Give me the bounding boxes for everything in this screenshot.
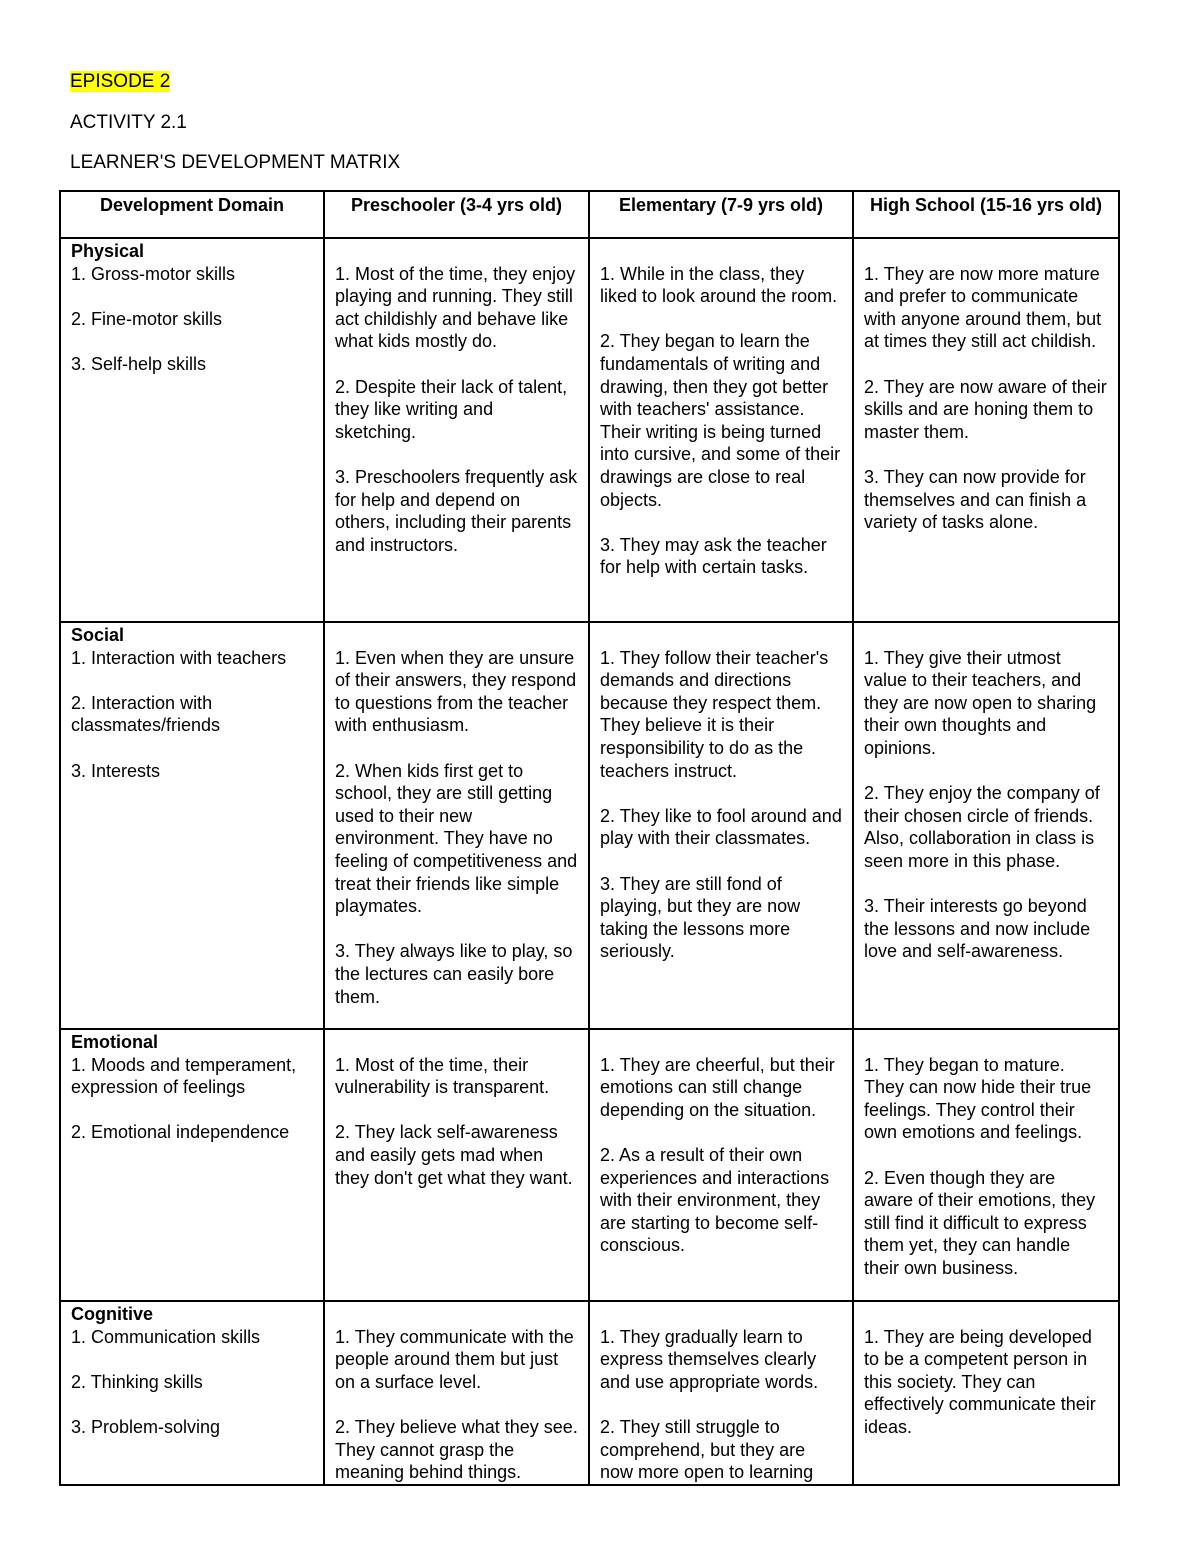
domain-name: Social [71,625,125,645]
preschooler-cell [324,238,589,622]
activity-heading: ACTIVITY 2.1 [70,112,187,133]
elementary-cell [589,1301,853,1485]
high-school-cell [853,622,1119,1029]
high-school-text: 1. They give their utmost value to their teachers, and they are now open to sharing their own thoughts and opinions. 2. They enjoy the company of their chosen circle of friends. Also, collaboration in class is seen more in this phase. 3. Their interests go beyond the lessons and now include love and self-awareness. [864,647,1100,962]
column-header-preschooler: Preschooler (3-4 yrs old) [324,191,589,238]
domain-cell [60,238,324,622]
high-school-cell [853,238,1119,622]
episode-heading [70,71,170,93]
column-header-high-school: High School (15-16 yrs old) [853,191,1119,238]
table-row-social [60,622,1119,1029]
table-row-physical [60,238,1119,622]
elementary-text: 1. They are cheerful, but their emotions can still change depending on the situation. 2. As a result of their own experiences and interactions with their environment, they are starting to become self-conscious. [600,1054,835,1256]
domain-items: 1. Interaction with teachers 2. Interaction with classmates/friends 3. Interests [71,647,287,781]
elementary-cell [589,238,853,622]
preschooler-text: 1. Even when they are unsure of their answers, they respond to questions from the teacher with enthusiasm. 2. When kids first get to school, they are still getting used to their new environment. They have no feeling of competitiveness and treat their friends like simple playmates. 3. They always like to play, so the lectures can easily bore them. [335,647,578,1007]
high-school-text: 1. They are being developed to be a competent person in this society. They can effectively communicate their ideas. [864,1326,1096,1437]
elementary-text: 1. They follow their teacher's demands and directions because they respect them. They believe it is their responsibility to do as the teachers instruct. 2. They like to fool around and play with their classmates. 3. They are still fond of playing, but they are now taking the lessons more seriously. [600,647,842,962]
elementary-text: 1. While in the class, they liked to look around the room. 2. They began to learn the fundamentals of writing and drawing, then they got better with teachers' assistance. Their writing is being turned into cursive, and some of their drawings are close to real objects. 3. They may ask the teacher for help with certain tasks. [600,263,841,578]
preschooler-text: 1. Most of the time, their vulnerability is transparent. 2. They lack self-awareness and easily gets mad when they don't get what they want. [335,1054,573,1188]
matrix-title: LEARNER'S DEVELOPMENT MATRIX [70,152,401,173]
domain-cell [60,622,324,1029]
domain-cell [60,1029,324,1301]
episode-heading-text: EPISODE 2 [70,71,171,92]
domain-name: Emotional [71,1032,159,1052]
domain-items: 1. Communication skills 2. Thinking skills 3. Problem-solving [71,1326,261,1437]
table-row-cognitive [60,1301,1119,1485]
table-row-emotional [60,1029,1119,1301]
preschooler-text: 1. Most of the time, they enjoy playing and running. They still act childishly and behave like what kids mostly do. 2. Despite their lack of talent, they like writing and sketching. 3. Preschoolers frequently ask for help and depend on others, including their parents and instructors. [335,263,578,555]
elementary-text: 1. They gradually learn to express themselves clearly and use appropriate words. 2. They still struggle to comprehend, but they are now more open to learning [600,1326,819,1483]
table-header-row [60,191,1119,238]
column-header-elementary: Elementary (7-9 yrs old) [589,191,853,238]
domain-name: Physical [71,241,145,261]
high-school-text: 1. They began to mature. They can now hide their true feelings. They control their own emotions and feelings. 2. Even though they are aware of their emotions, they still find it difficult to express them yet, they can handle their own business. [864,1054,1096,1278]
high-school-text: 1. They are now more mature and prefer to communicate with anyone around them, but at times they still act childish. 2. They are now aware of their skills and are honing them to master them. 3. They can now provide for themselves and can finish a variety of tasks alone. [864,263,1107,533]
column-header-domain: Development Domain [60,191,324,238]
domain-items: 1. Moods and temperament, expression of feelings 2. Emotional independence [71,1054,297,1143]
elementary-cell [589,1029,853,1301]
preschooler-text: 1. They communicate with the people around them but just on a surface level. 2. They believe what they see. They cannot grasp the meaning behind things. [335,1326,578,1483]
high-school-cell [853,1029,1119,1301]
high-school-cell [853,1301,1119,1485]
domain-name: Cognitive [71,1304,154,1324]
preschooler-cell [324,622,589,1029]
development-matrix-table [59,190,1120,1486]
domain-cell [60,1301,324,1485]
preschooler-cell [324,1029,589,1301]
elementary-cell [589,622,853,1029]
domain-items: 1. Gross-motor skills 2. Fine-motor skills 3. Self-help skills [71,263,236,374]
preschooler-cell [324,1301,589,1485]
